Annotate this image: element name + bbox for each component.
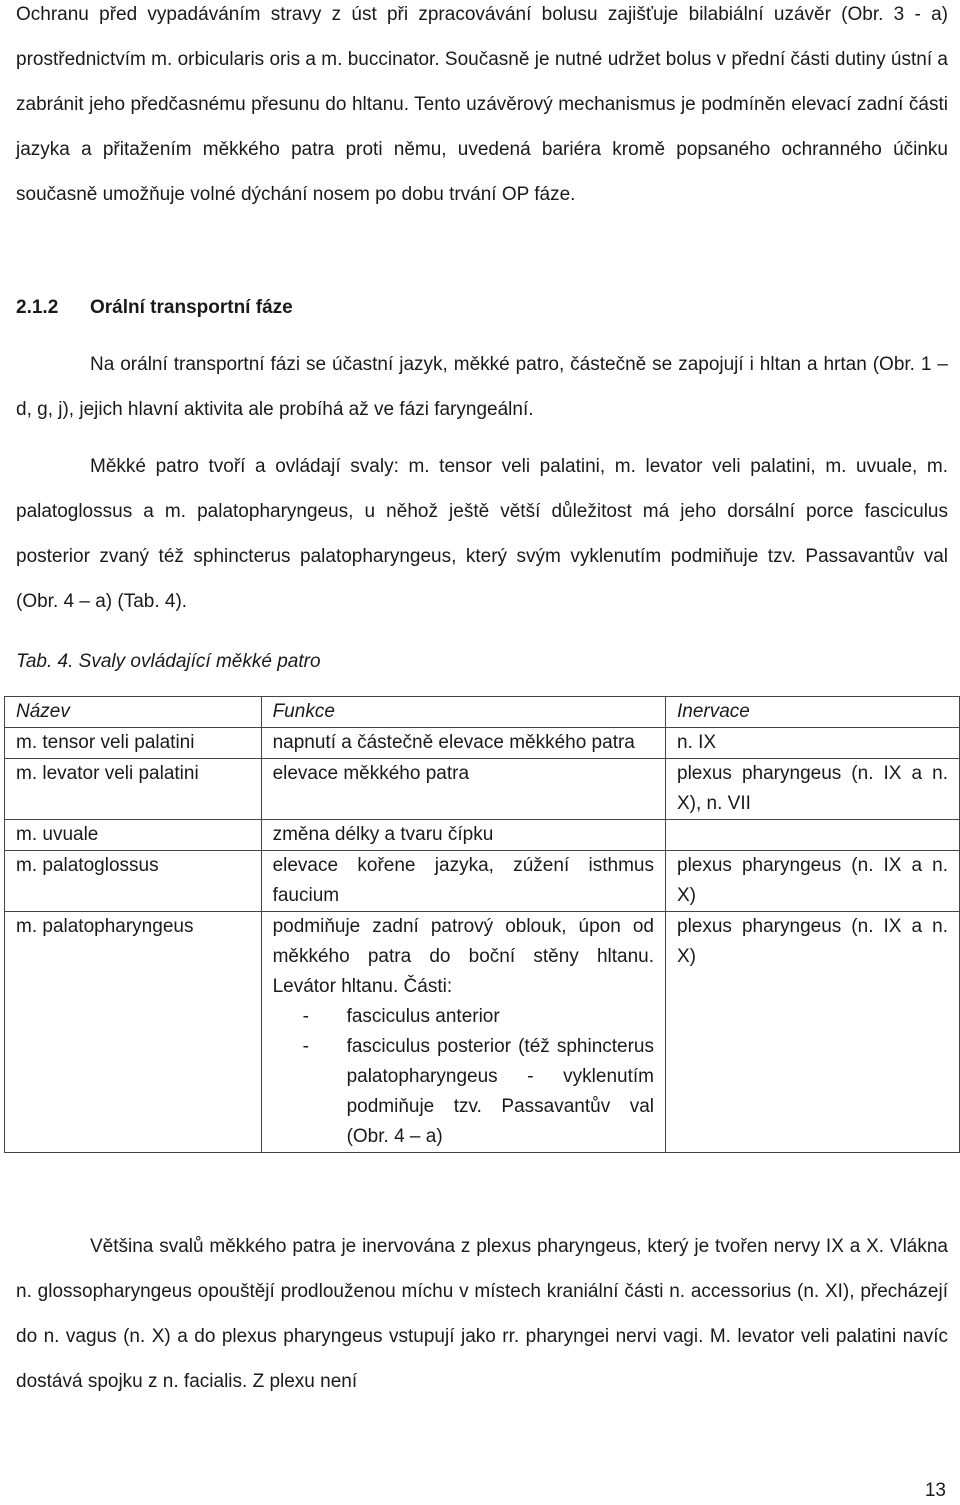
cell-innervation: plexus pharyngeus (n. IX a n. X), n. VII xyxy=(666,759,960,820)
table-row xyxy=(5,820,960,851)
column-header-function: Funkce xyxy=(261,697,665,728)
cell-innervation: n. IX xyxy=(666,728,960,759)
section-heading xyxy=(16,288,293,328)
table-row xyxy=(5,759,960,820)
cell-function: elevace měkkého patra xyxy=(261,759,665,820)
paragraph-bilabial-closure: Ochranu před vypadáváním stravy z úst při zpracovávání bolusu zajišťuje bilabiální uzávěr (Obr. 3 - a) prostřednictvím m. orbicularis oris a m. buccinator. Současně je nutné udržet bolus v přední části dutiny ústní a zabránit jeho předčasnému přesunu do hltanu. Tento uzávěrový mechanismus je podmíněn elevací zadní části jazyka a přitažením měkkého patra proti němu, uvedená bariéra kromě popsaného ochranného účinku současně umožňuje volné dýchání nosem po dobu trvání OP fáze. xyxy=(16,4,948,205)
paragraph-soft-palate-muscles: Měkké patro tvoří a ovládají svaly: m. tensor veli palatini, m. levator veli palatini, m. uvuale, m. palatoglossus a m. palatopharyngeus, u něhož ještě větší důležitost má jeho dorsální porce fasciculus posterior zvaný též sphincterus palatopharyngeus, který svým vyklenutím podmiňuje tzv. Passavantův val (Obr. 4 – a) (Tab. 4). xyxy=(16,456,948,612)
cell-name: m. palatoglossus xyxy=(5,851,262,912)
section-title: Orální transportní fáze xyxy=(90,297,293,318)
cell-innervation: plexus pharyngeus (n. IX a n. X) xyxy=(666,851,960,912)
table-row xyxy=(5,851,960,912)
muscle-table xyxy=(4,696,960,1153)
page-number: 13 xyxy=(924,1480,946,1501)
cell-function: elevace kořene jazyka, zúžení isthmus faucium xyxy=(261,851,665,912)
table-row xyxy=(5,912,960,1153)
cell-name: m. uvuale xyxy=(5,820,262,851)
paragraph-oral-transport: Na orální transportní fázi se účastní jazyk, měkké patro, částečně se zapojují i hltan a hrtan (Obr. 1 – d, g, j), jejich hlavní aktivita ale probíhá až ve fázi faryngeální. xyxy=(16,354,948,420)
function-parts-list xyxy=(273,1002,654,1152)
list-item: - fasciculus posterior (též sphincterus palatopharyngeus - vyklenutím podmiňuje tzv. Passavantův val (Obr. 4 – a) xyxy=(273,1032,654,1152)
cell-name: m. levator veli palatini xyxy=(5,759,262,820)
table-header-row xyxy=(5,697,960,728)
column-header-innervation: Inervace xyxy=(666,697,960,728)
table-row xyxy=(5,728,960,759)
cell-function xyxy=(261,912,665,1153)
cell-function-text: podmiňuje zadní patrový oblouk, úpon od měkkého patra do boční stěny hltanu. Levátor hltanu. Části: xyxy=(272,916,654,997)
cell-function: změna délky a tvaru čípku xyxy=(261,820,665,851)
cell-innervation xyxy=(666,820,960,851)
cell-innervation: plexus pharyngeus (n. IX a n. X) xyxy=(666,912,960,1153)
section-number: 2.1.2 xyxy=(16,297,59,318)
cell-name: m. palatopharyngeus xyxy=(5,912,262,1153)
cell-function: napnutí a částečně elevace měkkého patra xyxy=(261,728,665,759)
table-caption: Tab. 4. Svaly ovládající měkké patro xyxy=(16,651,321,672)
column-header-name: Název xyxy=(5,697,262,728)
paragraph-innervation: Většina svalů měkkého patra je inervována z plexus pharyngeus, který je tvořen nervy IX a X. Vlákna n. glossopharyngeus opouštějí prodlouženou míchu v místech kraniální části n. accessorius (n. XI), přecházejí do n. vagus (n. X) a do plexus pharyngeus vstupují jako rr. pharyngei nervi vagi. M. levator veli palatini navíc dostává spojku z n. facialis. Z plexu není xyxy=(16,1236,948,1392)
list-item: - fasciculus anterior xyxy=(273,1002,654,1032)
cell-name: m. tensor veli palatini xyxy=(5,728,262,759)
